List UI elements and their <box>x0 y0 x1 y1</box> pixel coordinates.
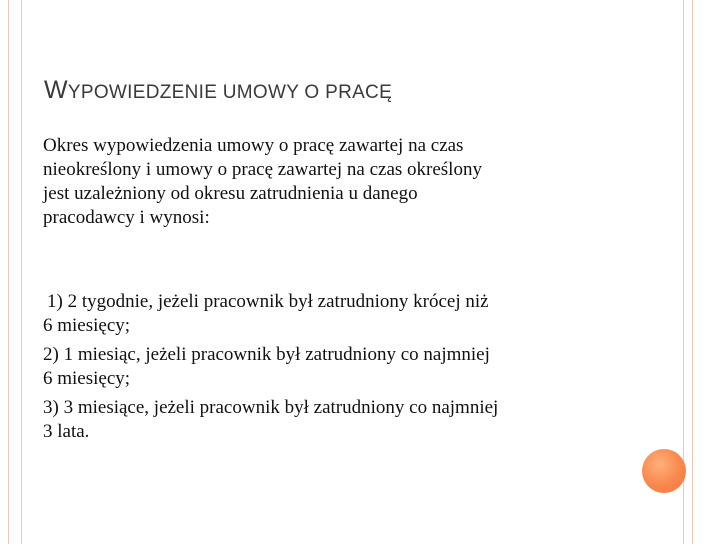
title-first-letter: W <box>44 76 68 104</box>
slide-title <box>44 76 644 105</box>
list-item <box>43 396 643 444</box>
list-item-line: 6 miesięcy; <box>43 368 131 389</box>
list-item-line: 1) 2 tygodnie, jeżeli pracownik był zatrudniony krócej niż <box>47 291 489 312</box>
slide-body <box>43 134 643 442</box>
left-decorative-frame <box>8 0 22 544</box>
list-item-line: 3) 3 miesiące, jeżeli pracownik był zatrudniony co najmniej <box>43 397 499 418</box>
notice-period-list <box>43 290 643 444</box>
intro-line: Okres wypowiedzenia umowy o pracę zawartej na czas <box>43 135 464 156</box>
intro-line: nieokreślony i umowy o pracę zawartej na czas określony <box>43 159 482 180</box>
list-item-line: 2) 1 miesiąc, jeżeli pracownik był zatrudniony co najmniej <box>43 344 490 365</box>
list-item <box>43 343 643 391</box>
intro-line: pracodawcy i wynosi: <box>43 207 210 228</box>
list-item <box>43 290 643 338</box>
intro-paragraph <box>43 134 643 230</box>
intro-line: jest uzależniony od okresu zatrudnienia u danego <box>43 183 418 204</box>
title-rest: YPOWIEDZENIE UMOWY O PRACĘ <box>67 82 393 103</box>
orange-circle-decoration <box>642 449 686 493</box>
list-item-line: 6 miesięcy; <box>43 315 131 336</box>
list-item-line: 3 lata. <box>43 421 90 442</box>
